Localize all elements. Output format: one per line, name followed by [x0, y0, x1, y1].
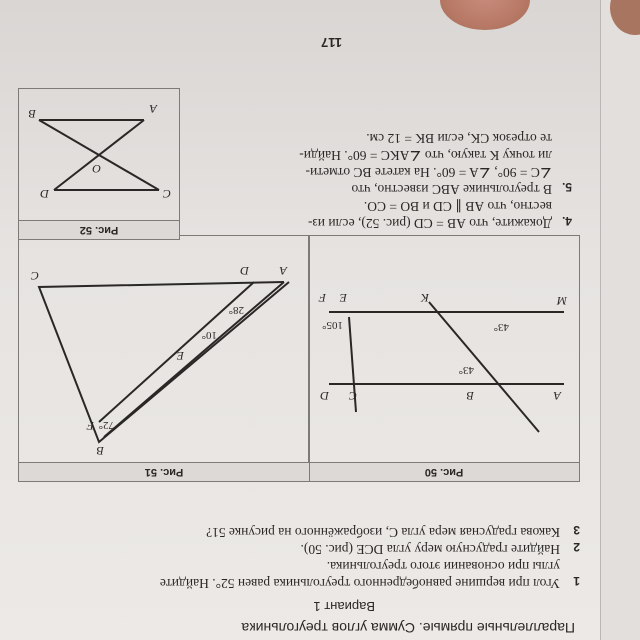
task-line: ∠C = 90°, ∠A = 60°. На катете BC отмети-: [305, 165, 552, 180]
task-number: 2: [573, 540, 580, 554]
task-2: [300, 541, 560, 558]
svg-text:D: D: [40, 187, 49, 201]
task-number: 3: [573, 523, 580, 537]
task-number: 1: [573, 574, 580, 588]
svg-text:E: E: [176, 349, 184, 363]
task-line: Угол при вершине равнобедренного треугольника равен 52°. Найдите: [159, 576, 560, 591]
task-line: Докажите, что AB = CD (рис. 52), если из-: [307, 216, 552, 231]
svg-text:B: B: [96, 444, 104, 458]
svg-text:B: B: [28, 107, 36, 121]
svg-text:C: C: [162, 187, 171, 201]
task-4: [162, 198, 552, 232]
svg-text:B: B: [466, 389, 474, 403]
figure-caption: Рис. 51: [19, 462, 309, 481]
svg-text:E: E: [339, 291, 347, 305]
task-line: те отрезок CK, если BK = 12 см.: [366, 131, 552, 146]
svg-text:M: M: [557, 294, 567, 308]
page-number: 117: [321, 35, 342, 50]
svg-text:O: O: [92, 162, 101, 176]
task-line: В треугольнике ABC известно, что: [351, 182, 552, 197]
svg-text:72°: 72°: [98, 419, 114, 431]
adjacent-page: [600, 0, 640, 640]
svg-text:43°: 43°: [493, 321, 509, 333]
svg-text:C: C: [30, 269, 39, 283]
svg-text:10°: 10°: [201, 329, 217, 341]
svg-text:D: D: [240, 264, 249, 278]
task-line: вестно, что AB ∥ CD и BO = CO.: [363, 199, 552, 214]
crossed-segments-diagram: [19, 90, 179, 220]
task-3: [206, 524, 560, 541]
triangle-diagram: [19, 237, 309, 462]
svg-text:A: A: [279, 264, 287, 278]
figure-caption: Рис. 50: [309, 462, 579, 481]
svg-text:28°: 28°: [228, 304, 244, 316]
svg-text:A: A: [149, 102, 157, 116]
task-line: Найдите градусную меру угла DCE (рис. 50).: [300, 542, 560, 557]
section-title: Параллельные прямые. Сумма углов треугольника: [241, 620, 575, 636]
figure-caption: Рис. 52: [19, 220, 179, 239]
task-1: [160, 558, 560, 592]
task-number: 5.: [561, 180, 572, 194]
figure-51: [18, 235, 310, 482]
svg-text:A: A: [553, 389, 561, 403]
task-line: углы при основании этого треугольника.: [326, 559, 560, 574]
svg-text:105°: 105°: [322, 319, 343, 331]
figure-52: [18, 88, 180, 240]
svg-text:F: F: [86, 419, 94, 433]
svg-text:D: D: [320, 389, 329, 403]
task-5: [162, 130, 552, 198]
task-line: Какова градусная мера угла C, изображённого на рисунке 51?: [206, 525, 560, 540]
task-number: 4.: [561, 214, 572, 228]
svg-text:43°: 43°: [458, 364, 474, 376]
svg-text:F: F: [318, 291, 326, 305]
variant-heading: Вариант 1: [313, 599, 375, 614]
svg-text:K: K: [420, 291, 429, 305]
figure-50: [308, 235, 580, 482]
parallel-lines-diagram: [309, 237, 579, 462]
task-line: ли точку K такую, что ∠AKC = 60°. Найди-: [299, 148, 552, 163]
svg-text:C: C: [348, 389, 357, 403]
